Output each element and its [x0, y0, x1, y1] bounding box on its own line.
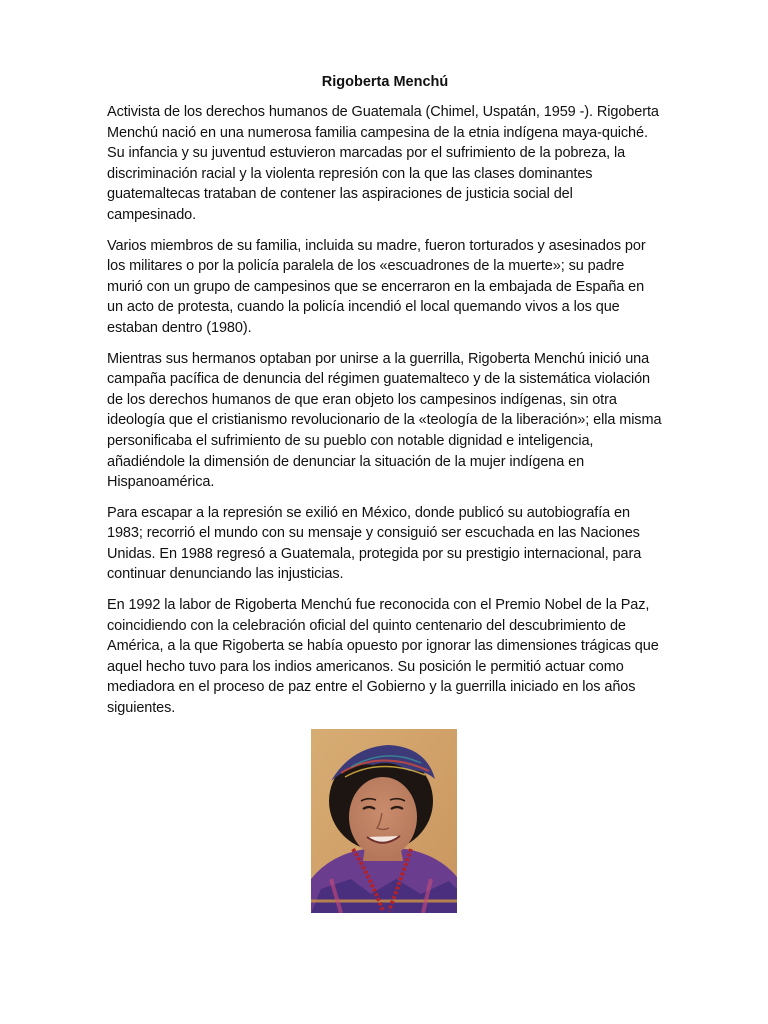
document-page: [107, 72, 663, 729]
paragraph-1: Activista de los derechos humanos de Guatemala (Chimel, Uspatán, 1959 -). Rigoberta Menchú nació en una numerosa familia campesina de la etnia indígena maya-quiché. Su infancia y su juventud estuvieron marcadas por el sufrimiento de la pobreza, la discriminación racial y la violenta represión con la que las clases dominantes guatemaltecas trataban de contener las aspiraciones de justicia social del campesinado.: [107, 104, 659, 223]
portrait-photo: [311, 729, 457, 913]
paragraph-3: Mientras sus hermanos optaban por unirse a la guerrilla, Rigoberta Menchú inició una campaña pacífica de denuncia del régimen guatemalteco y de la sistemática violación de los derechos humanos de que eran objeto los campesinos indígenas, sin otra ideología que el cristianismo revolucionario de la «teología de la liberación»; ella misma personificaba el sufrimiento de su pueblo con notable dignidad e inteligencia, añadiéndole la dimensión de denunciar la situación de la mujer indígena en Hispanoamérica.: [107, 350, 662, 491]
paragraph-4: Para escapar a la represión se exilió en México, donde publicó su autobiografía en 1983; recorrió el mundo con su mensaje y consiguió ser escuchada en las Naciones Unidas. En 1988 regresó a Guatemala, protegida por su prestigio internacional, para continuar denunciando las injusticias.: [107, 504, 642, 583]
photo-face: [349, 777, 417, 857]
paragraph-2: Varios miembros de su familia, incluida su madre, fueron torturados y asesinados por los militares o por la policía paralela de los «escuadrones de la muerte»; su padre murió con un grupo de campesinos que se encerraron en la embajada de España en un acto de protesta, cuando la policía incendió el local quemando vivos a los que estaban dentro (1980).: [107, 237, 646, 336]
paragraph-5: En 1992 la labor de Rigoberta Menchú fue reconocida con el Premio Nobel de la Paz, coincidiendo con la celebración oficial del quinto centenario del descubrimiento de América, a la que Rigoberta se había opuesto por ignorar las dimensiones trágicas que aquel hecho tuvo para los indios americanos. Su posición le permitió actuar como mediadora en el proceso de paz entre el Gobierno y la guerrilla iniciado en los años siguientes.: [107, 597, 659, 717]
document-title: Rigoberta Menchú: [321, 74, 449, 90]
